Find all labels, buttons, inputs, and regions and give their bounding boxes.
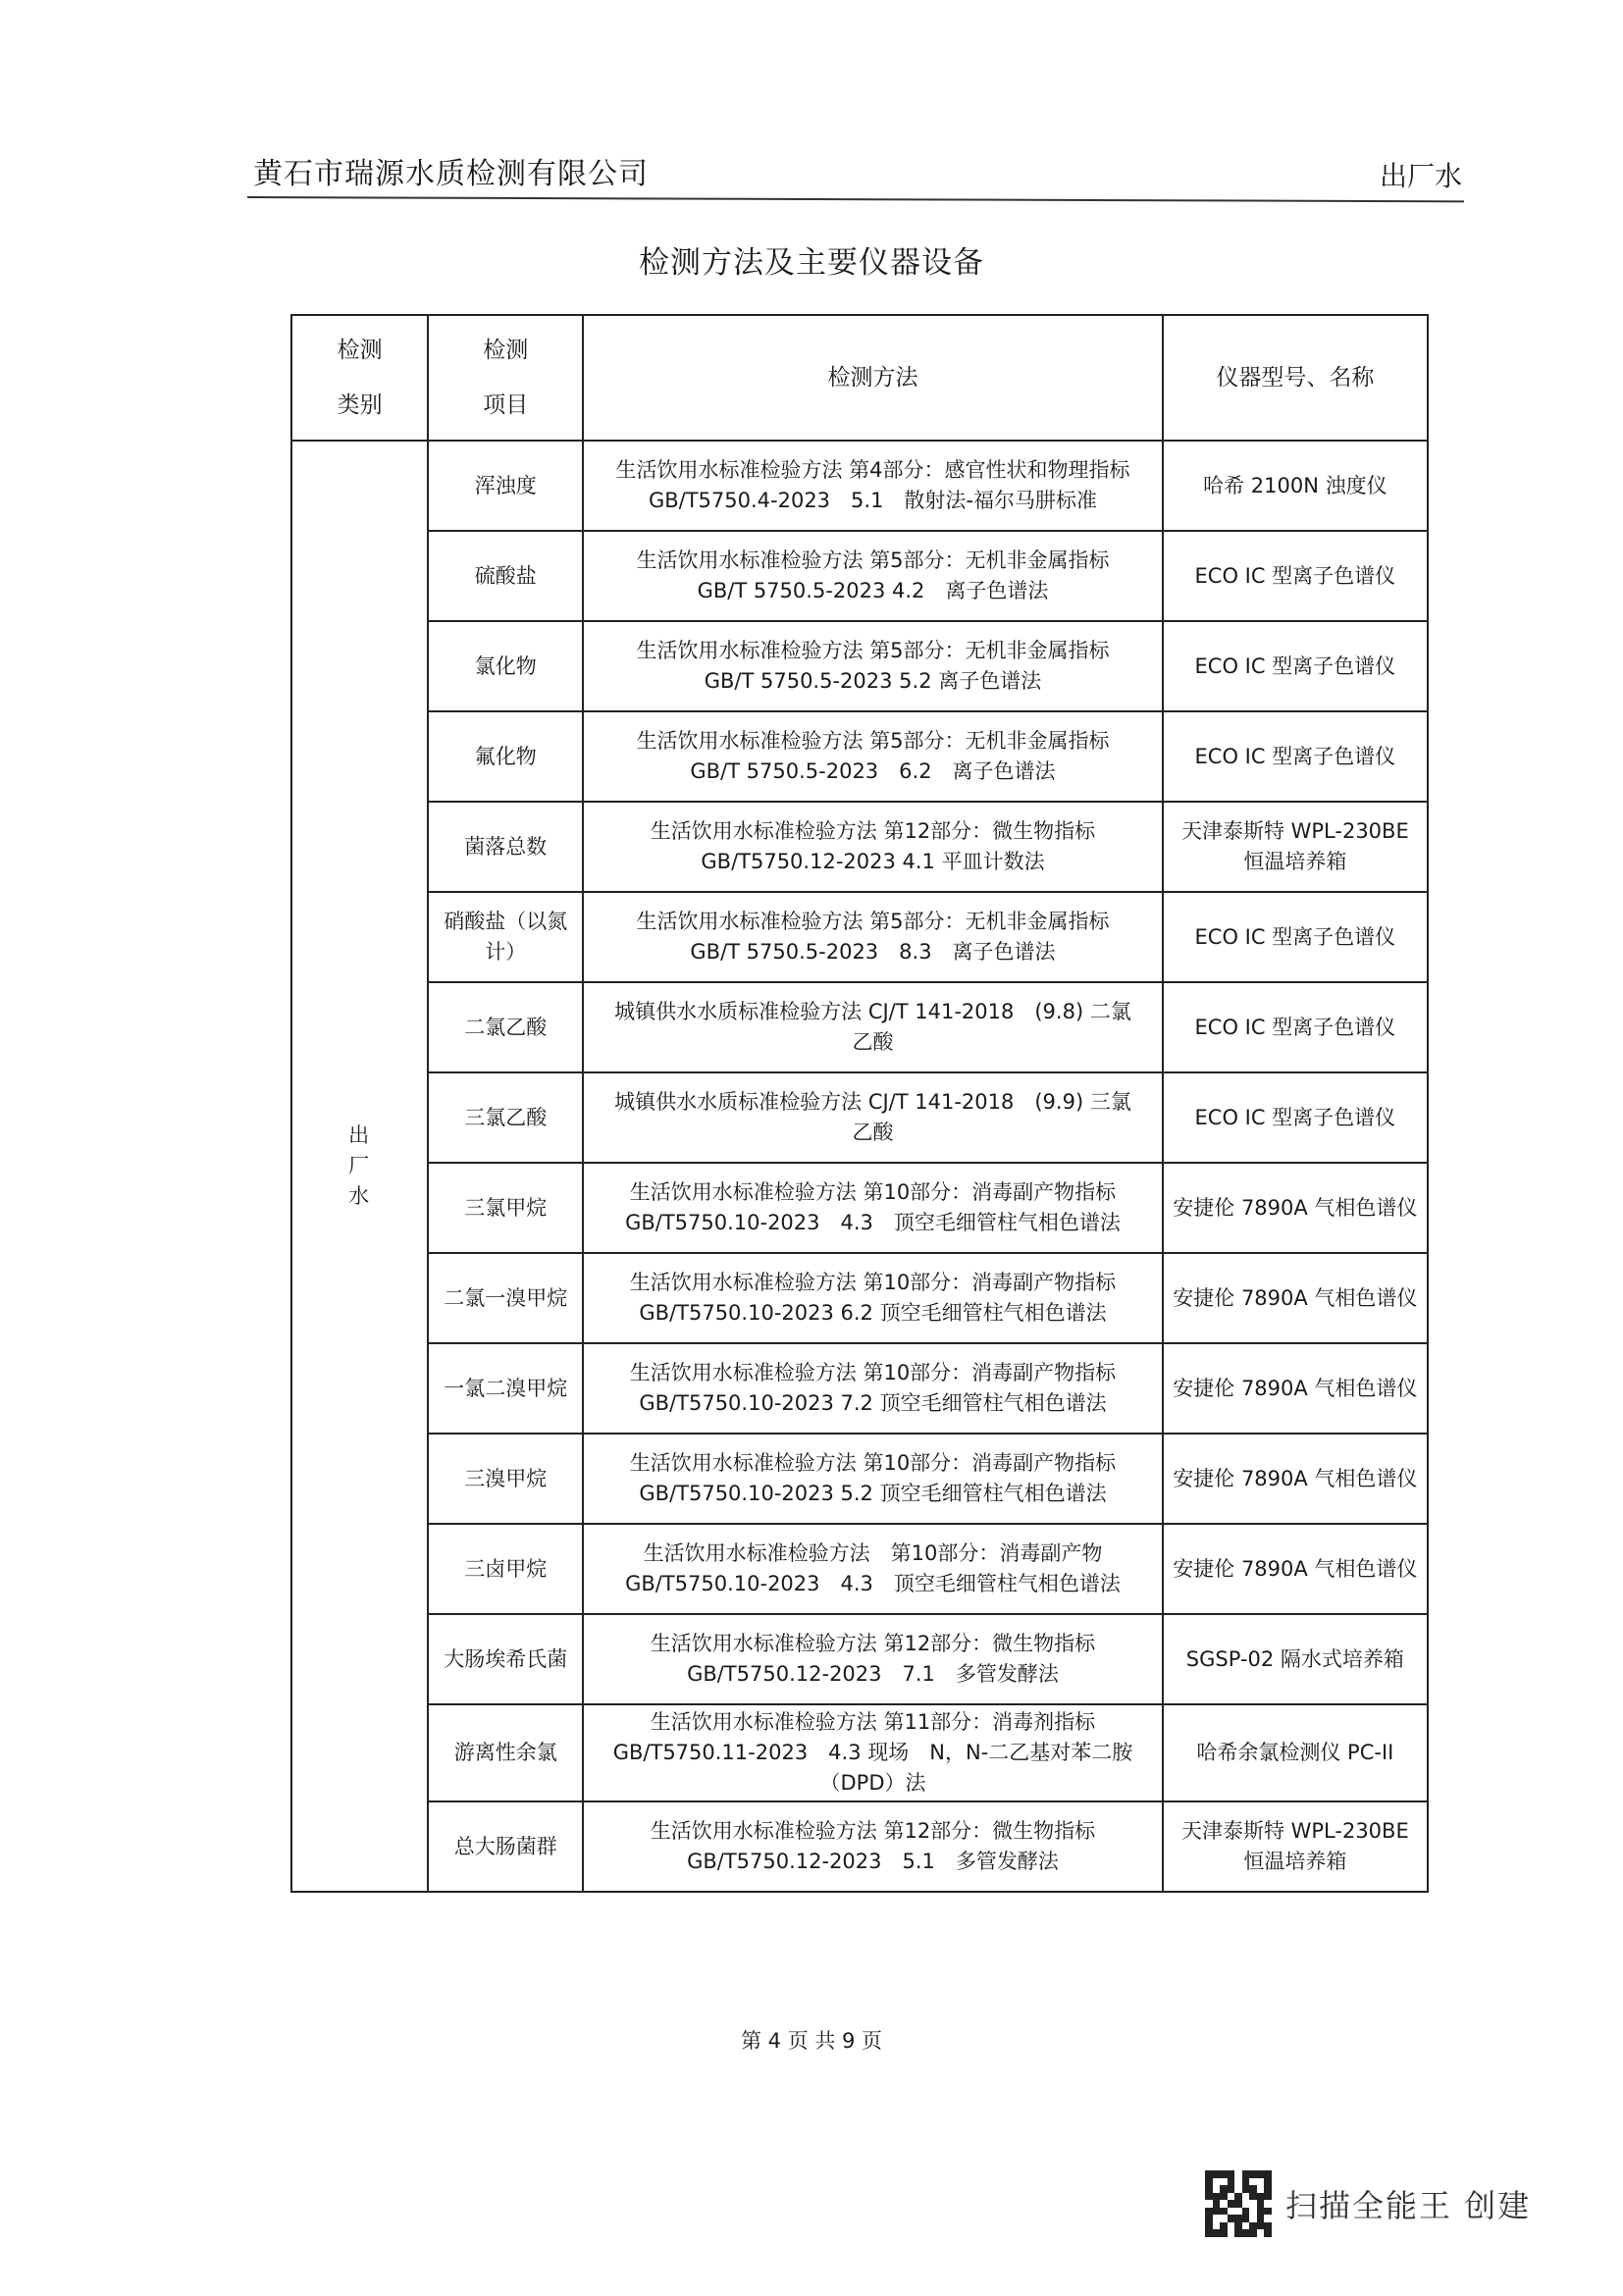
method-line: 生活饮用水标准检验方法 第5部分：无机非金属指标 [636, 639, 1110, 662]
instrument-cell: 安捷伦 7890A 气相色谱仪 [1163, 1343, 1428, 1434]
methods-table [290, 314, 1429, 1893]
method-line: 生活饮用水标准检验方法 第10部分：消毒副产物指标 [629, 1180, 1117, 1204]
method-line: 城镇供水水质标准检验方法 CJ/T 141-2018 (9.9) 三氯 [614, 1090, 1131, 1114]
document-type-label: 出厂水 [1379, 160, 1462, 192]
item-cell: 三卤甲烷 [428, 1524, 583, 1614]
header-item [428, 315, 583, 441]
method-line: GB/T5750.10-2023 5.2 顶空毛细管柱气相色谱法 [639, 1482, 1107, 1505]
method-line: GB/T5750.12-2023 4.1 平皿计数法 [701, 850, 1045, 873]
item-cell: 二氯一溴甲烷 [428, 1253, 583, 1343]
method-cell [583, 1524, 1162, 1614]
table-row [291, 1072, 1428, 1163]
method-line: 生活饮用水标准检验方法 第11部分：消毒剂指标 [650, 1710, 1096, 1734]
instrument-cell: ECO IC 型离子色谱仪 [1163, 621, 1428, 711]
method-line: 生活饮用水标准检验方法 第10部分：消毒副产物 [643, 1541, 1103, 1565]
item-cell: 大肠埃希氏菌 [428, 1614, 583, 1704]
item-cell: 氟化物 [428, 711, 583, 802]
method-cell [583, 802, 1162, 892]
item-cell: 二氯乙酸 [428, 982, 583, 1072]
item-cell: 硫酸盐 [428, 531, 583, 621]
method-cell [583, 1163, 1162, 1253]
method-line: GB/T5750.11-2023 4.3 现场 N，N-二乙基对苯二胺 [612, 1741, 1133, 1764]
method-cell [583, 1253, 1162, 1343]
company-name: 黄石市瑞源水质检测有限公司 [253, 157, 649, 191]
header-category-line1: 检测 [337, 338, 383, 363]
method-line: GB/T 5750.5-2023 8.3 离子色谱法 [690, 940, 1056, 964]
method-cell [583, 1801, 1162, 1892]
header-divider [247, 196, 1464, 202]
item-cell: 一氯二溴甲烷 [428, 1343, 583, 1434]
instrument-cell: 安捷伦 7890A 气相色谱仪 [1163, 1524, 1428, 1614]
header-item-line1: 检测 [483, 338, 529, 363]
table-row [291, 621, 1428, 711]
method-line: 生活饮用水标准检验方法 第10部分：消毒副产物指标 [629, 1271, 1117, 1294]
item-cell: 总大肠菌群 [428, 1801, 583, 1892]
header-item-line2: 项目 [483, 392, 529, 418]
instrument-cell: ECO IC 型离子色谱仪 [1163, 711, 1428, 802]
method-line: GB/T5750.4-2023 5.1 散射法-福尔马肼标准 [648, 489, 1098, 512]
table-body [291, 441, 1428, 1892]
method-cell [583, 1614, 1162, 1704]
category-char: 厂 [348, 1154, 372, 1177]
method-line: GB/T5750.10-2023 6.2 顶空毛细管柱气相色谱法 [639, 1301, 1107, 1325]
table-row [291, 982, 1428, 1072]
method-cell [583, 1343, 1162, 1434]
method-line: GB/T 5750.5-2023 4.2 离子色谱法 [697, 579, 1049, 602]
method-cell [583, 1434, 1162, 1524]
item-cell: 三溴甲烷 [428, 1434, 583, 1524]
table-row [291, 441, 1428, 531]
item-cell: 菌落总数 [428, 802, 583, 892]
method-line: 生活饮用水标准检验方法 第12部分：微生物指标 [650, 1632, 1096, 1655]
method-cell [583, 982, 1162, 1072]
instrument-cell: ECO IC 型离子色谱仪 [1163, 531, 1428, 621]
method-line: GB/T5750.12-2023 5.1 多管发酵法 [687, 1850, 1059, 1873]
method-cell [583, 531, 1162, 621]
method-line: 生活饮用水标准检验方法 第5部分：无机非金属指标 [636, 548, 1110, 572]
header-category-line2: 类别 [337, 392, 383, 418]
item-cell: 三氯甲烷 [428, 1163, 583, 1253]
method-line: GB/T 5750.5-2023 6.2 离子色谱法 [690, 759, 1056, 783]
table-row [291, 1704, 1428, 1801]
instrument-cell: ECO IC 型离子色谱仪 [1163, 892, 1428, 982]
item-cell: 三氯乙酸 [428, 1072, 583, 1163]
method-line: GB/T5750.10-2023 4.3 顶空毛细管柱气相色谱法 [625, 1211, 1121, 1234]
method-cell [583, 1704, 1162, 1801]
method-line: GB/T5750.12-2023 7.1 多管发酵法 [687, 1662, 1059, 1686]
category-cell [291, 441, 428, 1892]
method-line: 生活饮用水标准检验方法 第12部分：微生物指标 [650, 1819, 1096, 1843]
table-row [291, 711, 1428, 802]
method-cell [583, 892, 1162, 982]
instrument-cell: 天津泰斯特 WPL-230BE 恒温培养箱 [1163, 1801, 1428, 1892]
page-title: 检测方法及主要仪器设备 [639, 245, 984, 281]
instrument-cell: 哈希 2100N 浊度仪 [1163, 441, 1428, 531]
method-line: GB/T5750.10-2023 4.3 顶空毛细管柱气相色谱法 [625, 1572, 1121, 1595]
header-method: 检测方法 [583, 315, 1162, 441]
instrument-cell: SGSP-02 隔水式培养箱 [1163, 1614, 1428, 1704]
header-instrument: 仪器型号、名称 [1163, 315, 1428, 441]
category-char: 水 [348, 1184, 372, 1208]
header-category [291, 315, 428, 441]
table-row [291, 1343, 1428, 1434]
table-row [291, 802, 1428, 892]
category-char: 出 [348, 1123, 372, 1147]
method-line: 乙酸 [852, 1121, 894, 1144]
table-row [291, 892, 1428, 982]
instrument-cell: 天津泰斯特 WPL-230BE 恒温培养箱 [1163, 802, 1428, 892]
scanner-watermark [1205, 2170, 1531, 2237]
item-cell: 氯化物 [428, 621, 583, 711]
table-row [291, 1524, 1428, 1614]
method-line: GB/T5750.10-2023 7.2 顶空毛细管柱气相色谱法 [639, 1391, 1107, 1415]
instrument-cell: 哈希余氯检测仪 PC-II [1163, 1704, 1428, 1801]
page-number: 第 4 页 共 9 页 [740, 2029, 883, 2053]
method-cell [583, 1072, 1162, 1163]
table-row [291, 1434, 1428, 1524]
method-cell [583, 441, 1162, 531]
method-cell [583, 621, 1162, 711]
table-row [291, 1253, 1428, 1343]
item-cell: 硝酸盐（以氮计） [428, 892, 583, 982]
method-line: 生活饮用水标准检验方法 第12部分：微生物指标 [650, 819, 1096, 843]
qr-code-icon [1205, 2170, 1272, 2237]
item-cell: 游离性余氯 [428, 1704, 583, 1801]
method-line: 生活饮用水标准检验方法 第10部分：消毒副产物指标 [629, 1451, 1117, 1475]
scanner-watermark-text: 扫描全能王 创建 [1285, 2187, 1532, 2224]
table-row [291, 1801, 1428, 1892]
table-header-row [291, 315, 1428, 441]
item-cell: 浑浊度 [428, 441, 583, 531]
instrument-cell: ECO IC 型离子色谱仪 [1163, 982, 1428, 1072]
table-row [291, 531, 1428, 621]
method-line: 生活饮用水标准检验方法 第5部分：无机非金属指标 [636, 729, 1110, 753]
instrument-cell: 安捷伦 7890A 气相色谱仪 [1163, 1163, 1428, 1253]
method-cell [583, 711, 1162, 802]
instrument-cell: ECO IC 型离子色谱仪 [1163, 1072, 1428, 1163]
table-row [291, 1163, 1428, 1253]
method-line: （DPD）法 [819, 1771, 926, 1795]
table-row [291, 1614, 1428, 1704]
method-line: 生活饮用水标准检验方法 第4部分：感官性状和物理指标 [615, 458, 1130, 482]
instrument-cell: 安捷伦 7890A 气相色谱仪 [1163, 1434, 1428, 1524]
method-line: 生活饮用水标准检验方法 第10部分：消毒副产物指标 [629, 1361, 1117, 1384]
method-line: 城镇供水水质标准检验方法 CJ/T 141-2018 (9.8) 二氯 [614, 1000, 1131, 1023]
method-line: GB/T 5750.5-2023 5.2 离子色谱法 [704, 669, 1042, 693]
method-line: 生活饮用水标准检验方法 第5部分：无机非金属指标 [636, 910, 1110, 933]
method-line: 乙酸 [852, 1030, 894, 1054]
instrument-cell: 安捷伦 7890A 气相色谱仪 [1163, 1253, 1428, 1343]
